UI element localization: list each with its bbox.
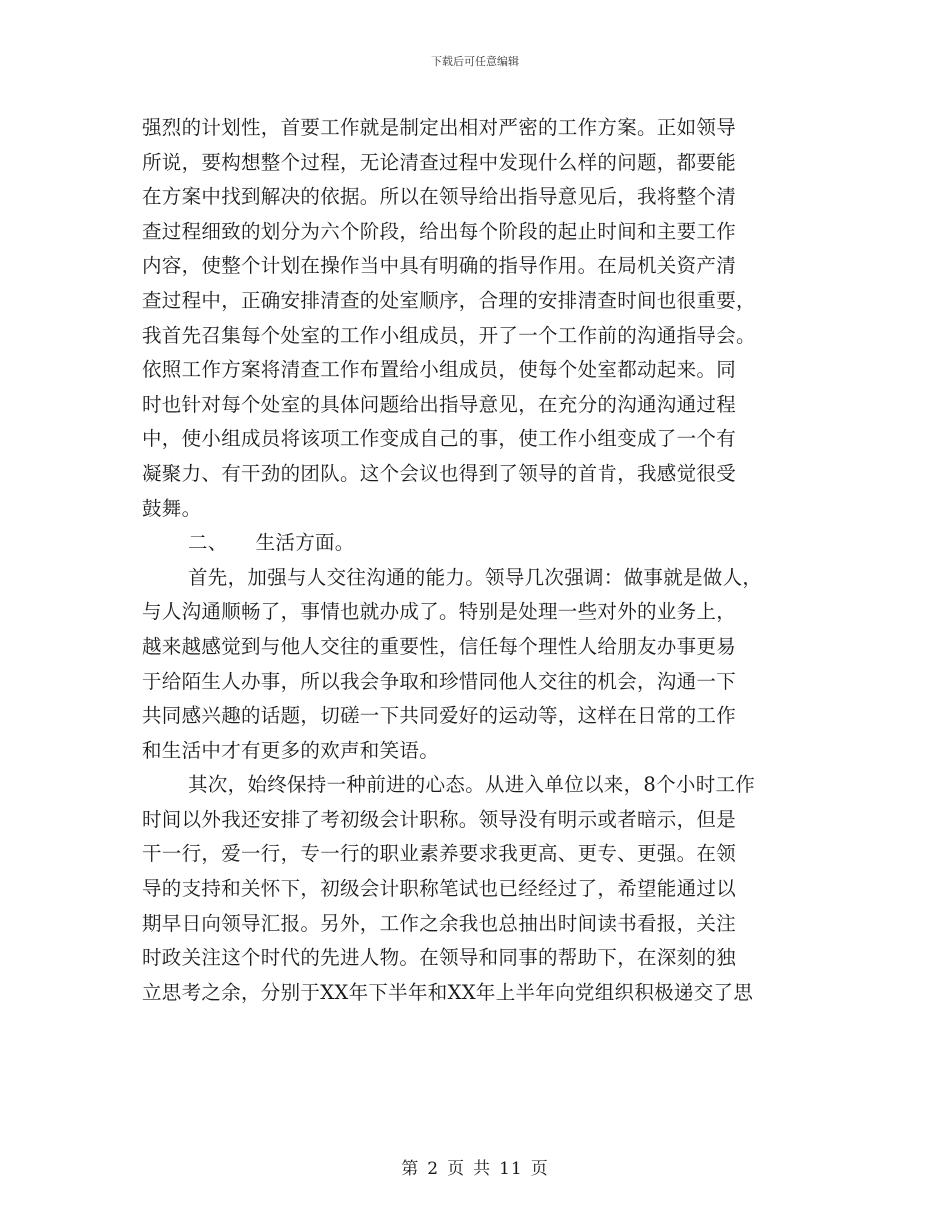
page-footer xyxy=(0,1154,950,1179)
body-line: 在方案中找到解决的依据。所以在领导给出指导意见后，我将整个清 xyxy=(142,185,737,209)
footer-label-page-unit: 页 xyxy=(447,1159,466,1179)
section-number: 二、 xyxy=(188,531,228,555)
section-title: 生活方面。 xyxy=(255,531,355,555)
body-line: 我首先召集每个处室的工作小组成员，开了一个工作前的沟通指导会。 xyxy=(142,323,756,347)
total-pages-number: 11 xyxy=(499,1159,523,1179)
body-line: 凝聚力、有干劲的团队。这个会议也得到了领导的首肯，我感觉很受 xyxy=(142,461,737,485)
body-line: 时间以外我还安排了考初级会计职称。领导没有明示或者暗示，但是 xyxy=(142,807,737,831)
body-line: 强烈的计划性，首要工作就是制定出相对严密的工作方案。正如领导 xyxy=(142,116,737,139)
section-heading xyxy=(142,526,810,561)
footer-label-total-unit: 页 xyxy=(530,1159,549,1179)
body-line: 中，使小组成员将该项工作变成自己的事，使工作小组变成了一个有 xyxy=(142,427,737,451)
body-line: 内容，使整个计划在操作当中具有明确的指导作用。在局机关资产清 xyxy=(142,254,737,278)
body-line: 所说，要构想整个过程，无论清查过程中发现什么样的问题，都要能 xyxy=(142,150,737,174)
document-body xyxy=(142,111,810,1010)
body-line: 依照工作方案将清查工作布置给小组成员，使每个处室都动起来。同 xyxy=(142,358,737,382)
body-line: 期早日向领导汇报。另外，工作之余我也总抽出时间读书看报，关注 xyxy=(142,911,737,935)
body-line: 与人沟通顺畅了，事情也就办成了。特别是处理一些对外的业务上， xyxy=(142,600,737,624)
body-line: 共同感兴趣的话题，切磋一下共同爱好的运动等，这样在日常的工作 xyxy=(142,704,737,728)
paragraph-first-line: 首先，加强与人交往沟通的能力。领导几次强调：做事就是做人， xyxy=(188,565,763,589)
body-line: 时也针对每个处室的具体问题给出指导意见，在充分的沟通沟通过程 xyxy=(142,392,737,416)
body-line: 导的支持和关怀下，初级会计职称笔试也已经经过了，希望能通过以 xyxy=(142,877,737,901)
footer-label-total: 共 xyxy=(473,1159,492,1179)
paragraph-first-line: 其次，始终保持一种前进的心态。从进入单位以来，8个小时工作 xyxy=(188,773,756,797)
body-line: 鼓舞。 xyxy=(142,496,202,520)
page-header: 下载后可任意编辑 xyxy=(431,55,519,68)
body-line: 越来越感觉到与他人交往的重要性，信任每个理性人给朋友办事更易 xyxy=(142,634,737,658)
body-line: 查过程细致的划分为六个阶段，给出每个阶段的起止时间和主要工作 xyxy=(142,219,737,243)
body-line: 立思考之余，分别于XX年下半年和XX年上半年向党组织积极递交了思 xyxy=(142,980,754,1004)
body-line: 干一行，爱一行，专一行的职业素养要求我更高、更专、更强。在领 xyxy=(142,842,737,866)
body-line: 时政关注这个时代的先进人物。在领导和同事的帮助下，在深刻的独 xyxy=(142,946,737,970)
body-line: 查过程中，正确安排清查的处室顺序，合理的安排清查时间也很重要， xyxy=(142,288,756,312)
current-page-number: 2 xyxy=(427,1159,440,1179)
body-line: 于给陌生人办事，所以我会争取和珍惜同他人交往的机会，沟通一下 xyxy=(142,669,737,693)
body-line: 和生活中才有更多的欢声和笑语。 xyxy=(142,738,440,762)
footer-label-page: 第 xyxy=(401,1159,420,1179)
